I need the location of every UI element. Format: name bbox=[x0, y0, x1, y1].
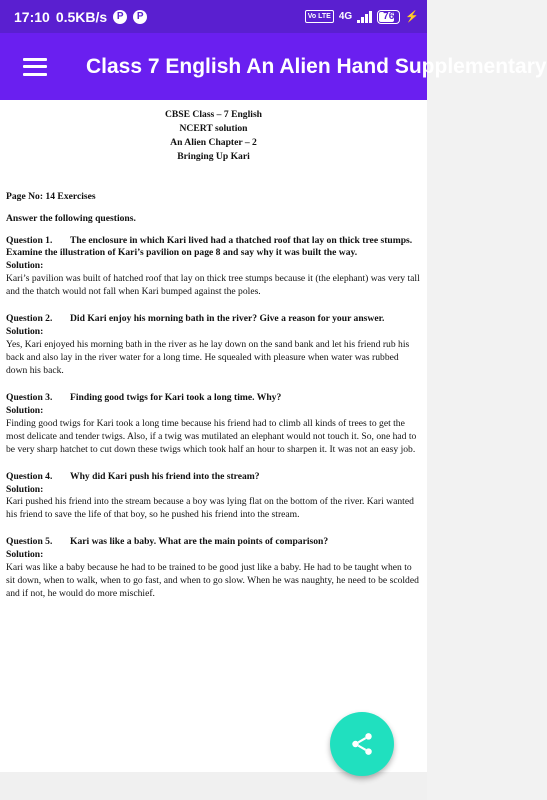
solution-label: Solution: bbox=[6, 260, 44, 272]
app-notification-icon-2: P bbox=[133, 10, 147, 24]
network-speed: 0.5KB/s bbox=[55, 8, 108, 25]
question-number: Question 2. bbox=[6, 313, 53, 325]
battery-icon bbox=[377, 10, 400, 24]
question-body: Why did Kari push his friend into the stream? bbox=[70, 470, 260, 482]
question-number: Question 4. bbox=[6, 470, 53, 482]
network-type: 4G bbox=[338, 11, 353, 22]
heading-line: An Alien Chapter – 2 bbox=[170, 136, 257, 148]
volte-icon: Vo LTE bbox=[305, 10, 334, 23]
answer-text: Finding good twigs for Kari took a long time because his friend had to climb all kinds of trees to get the most delicate and tender twigs. Also, if a twig was mutilated an elephant would not touch it. So, one had to be very sharp hatchet to cut down these twigs which took half an hour to sharpen it. It was not an easy job. bbox=[6, 417, 417, 455]
app-notification-icon: P bbox=[113, 10, 127, 24]
solution-label: Solution: bbox=[6, 549, 44, 561]
app-title: Class 7 English An Alien Hand Supplementary bbox=[86, 54, 547, 78]
heading-line: Bringing Up Kari bbox=[177, 150, 250, 162]
question-body: Finding good twigs for Kari took a long time. Why? bbox=[70, 391, 282, 403]
status-time: 17:10 bbox=[14, 8, 50, 25]
question-body: Kari was like a baby. What are the main points of comparison? bbox=[70, 536, 329, 548]
question-text bbox=[6, 313, 421, 326]
signal-icon bbox=[357, 11, 372, 23]
hamburger-menu-button[interactable] bbox=[0, 33, 70, 100]
question-text bbox=[6, 235, 421, 261]
share-button[interactable] bbox=[330, 712, 394, 776]
answer-text: Kari’s pavilion was built of hatched roof that lay on thick tree stumps because it (the elephant) was very tall and the thatch would not fall when Kari bumped against the poles. bbox=[6, 273, 420, 298]
question-body: The enclosure in which Kari lived had a thatched roof that lay on thick tree stumps. Examine the illustration of Kari’s pavilion on page 8 and say why it was built the way. bbox=[6, 234, 413, 259]
bottom-area bbox=[0, 772, 427, 800]
solution-label: Solution: bbox=[6, 326, 44, 338]
question-text bbox=[6, 392, 421, 405]
answer-text: Kari pushed his friend into the stream because a boy was lying flat on the bottom of the river. Kari wanted his friend to save the life of that boy, so he pushed his friend into the stream. bbox=[6, 496, 414, 521]
app-bar bbox=[0, 33, 547, 100]
status-right bbox=[305, 10, 419, 24]
document-heading bbox=[6, 108, 421, 164]
document-content[interactable] bbox=[0, 100, 427, 772]
solution-label: Solution: bbox=[6, 483, 44, 495]
heading-line: CBSE Class – 7 English bbox=[164, 109, 263, 120]
answer-text: Kari was like a baby because he had to be trained to be good just like a baby. He had to be taught when to sit down, when to walk, when to go fast, and when to go slow. When he was naughty, he need to be scolded and if not, he would do more mischief. bbox=[6, 562, 419, 600]
qa-item bbox=[6, 392, 421, 457]
qa-item bbox=[6, 313, 421, 378]
share-icon bbox=[349, 731, 375, 757]
question-number: Question 5. bbox=[6, 536, 53, 548]
qa-item bbox=[6, 235, 421, 300]
battery-percent: 76 bbox=[383, 10, 395, 22]
question-text bbox=[6, 536, 421, 549]
question-text bbox=[6, 471, 421, 484]
hamburger-menu-icon bbox=[23, 58, 47, 76]
question-number: Question 3. bbox=[6, 391, 53, 403]
instruction-text: Answer the following questions. bbox=[6, 212, 136, 224]
charging-icon: ⚡ bbox=[405, 11, 419, 23]
qa-item bbox=[6, 536, 421, 601]
status-left bbox=[14, 9, 147, 25]
question-number: Question 1. bbox=[6, 234, 53, 246]
page-number-heading: Page No: 14 Exercises bbox=[6, 190, 96, 202]
status-bar bbox=[0, 0, 427, 33]
answer-text: Yes, Kari enjoyed his morning bath in the river as he lay down on the sand bank and let his friend rub his back and also lay in the river water for a long time. He squealed with pleasure when water was rubbed down his back. bbox=[6, 339, 410, 376]
heading-line: NCERT solution bbox=[179, 122, 248, 134]
question-body: Did Kari enjoy his morning bath in the river? Give a reason for your answer. bbox=[70, 313, 385, 325]
solution-label: Solution: bbox=[6, 404, 44, 416]
qa-item bbox=[6, 471, 421, 523]
